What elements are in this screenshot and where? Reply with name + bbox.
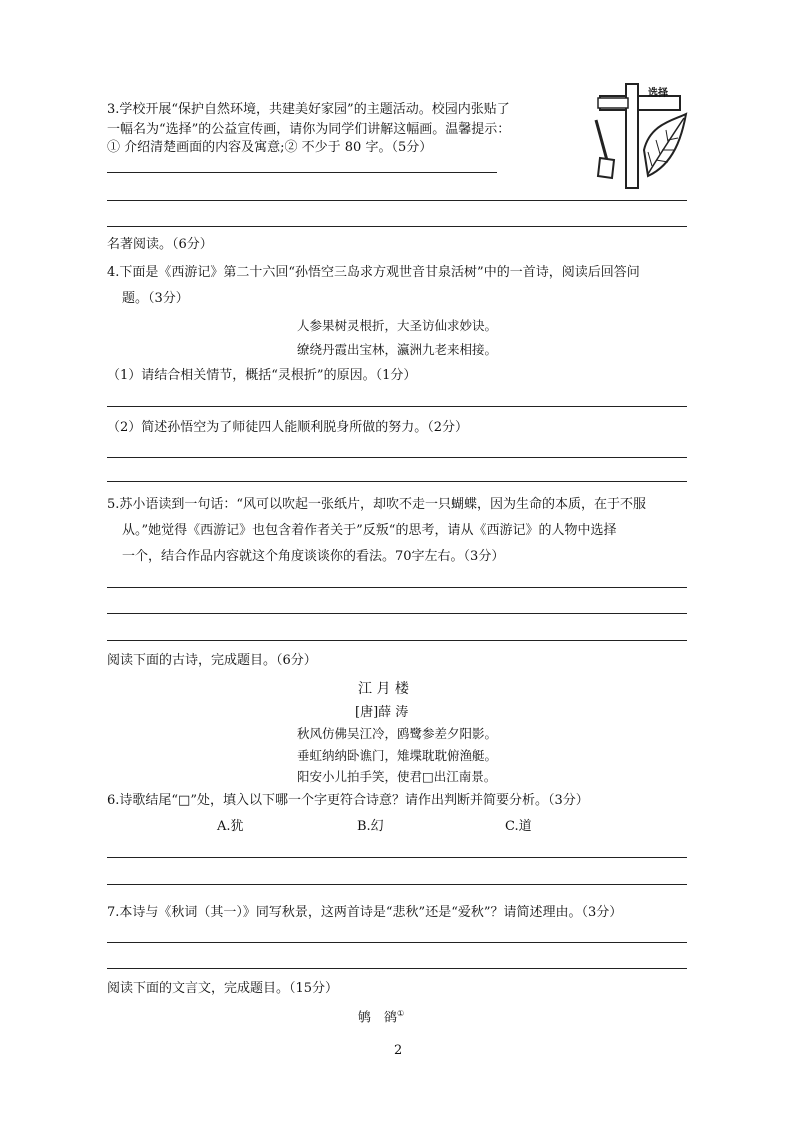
q6-option-a[interactable]: A.犹 (217, 819, 244, 834)
answer-line-q5-1[interactable] (107, 587, 687, 588)
answer-line-q4-2b[interactable] (107, 481, 687, 482)
q4-line-2: 题。（3分） (122, 291, 189, 306)
signpost-axe-leaf-icon (578, 80, 690, 192)
answer-line-q5-3[interactable] (107, 640, 687, 641)
page-number: 2 (394, 1043, 403, 1058)
poem-author: [唐]薛 涛 (355, 705, 409, 720)
classical-title (358, 1010, 404, 1024)
q3-line-2: 一幅名为“选择”的公益宣传画，请你为同学们讲解这幅画。温馨提示： (107, 122, 511, 137)
q5-line-1: 5.苏小语读到一句话：“风可以吹起一张纸片，却吹不走一只蝴蝶，因为生命的本质，在于不服 (107, 497, 647, 512)
answer-line-q5-2[interactable] (107, 613, 687, 614)
q5-line-3: 一个，结合作品内容就这个角度谈谈你的看法。70字左右。（3分） (122, 549, 505, 564)
q4-poem-line-2: 缭绕丹霞出宝林，瀛洲九老来相接。 (297, 342, 498, 357)
answer-line-q6-1[interactable] (107, 857, 687, 858)
section-heading-classical: 阅读下面的文言文，完成题目。（15分） (107, 981, 339, 996)
section-heading-classics: 名著阅读。（6分） (107, 237, 213, 252)
footnote-marker: ① (397, 1009, 405, 1018)
illustration-caption: 选择 (648, 88, 668, 99)
poem-line-2: 垂虹纳纳卧谯门，雉堞耽耽俯渔艇。 (297, 748, 498, 763)
q6-option-b[interactable]: B.幻 (357, 819, 384, 834)
poem-line-1: 秋风仿佛吴江冷，鸥鹭参差夕阳影。 (297, 726, 498, 741)
answer-line-q6-2[interactable] (107, 884, 687, 885)
answer-line-q3-2[interactable] (107, 200, 687, 201)
classical-title-text: 鸲 鹆 (358, 1010, 398, 1026)
answer-line-q4-1[interactable] (107, 406, 687, 407)
q6-option-c[interactable]: C.道 (505, 819, 532, 834)
q3-line-1: 3.学校开展“保护自然环境，共建美好家园”的主题活动。校园内张贴了 (107, 102, 510, 117)
answer-line-q4-2a[interactable] (107, 457, 687, 458)
q7-text: 7.本诗与《秋词（其一）》同写秋景，这两首诗是“悲秋”还是“爱秋”？请简述理由。（3分） (107, 905, 623, 920)
q3-line-3: ① 介绍清楚画面的内容及寓意;② 不少于 80 字。（5分） (107, 140, 433, 155)
q4-subquestion-1: （1）请结合相关情节，概括“灵根折”的原因。（1分） (107, 368, 417, 383)
q4-line-1: 4.下面是《西游记》第二十六回“孙悟空三岛求方观世音甘泉活树”中的一首诗，阅读后回答问 (107, 265, 640, 280)
answer-line-q3-1[interactable] (107, 172, 497, 173)
answer-line-q7-1[interactable] (107, 942, 687, 943)
q4-poem-line-1: 人参果树灵根折，大圣访仙求妙诀。 (297, 318, 498, 333)
choice-illustration (578, 80, 690, 192)
q4-subquestion-2: （2）简述孙悟空为了师徒四人能顺利脱身所做的努力。（2分） (107, 420, 469, 435)
poem-line-3: 阳安小儿拍手笑，使君□出江南景。 (297, 769, 497, 784)
section-heading-poetry: 阅读下面的古诗，完成题目。（6分） (107, 653, 317, 668)
poem-title: 江 月 楼 (358, 681, 409, 697)
q6-text: 6.诗歌结尾“□”处，填入以下哪一个字更符合诗意？请作出判断并简要分析。（3分） (107, 793, 589, 808)
q5-line-2: 从。”她觉得《西游记》也包含着作者关于”反叛“的思考，请从《西游记》的人物中选择 (122, 523, 617, 538)
answer-line-q3-3[interactable] (107, 226, 687, 227)
answer-line-q7-2[interactable] (107, 968, 687, 969)
